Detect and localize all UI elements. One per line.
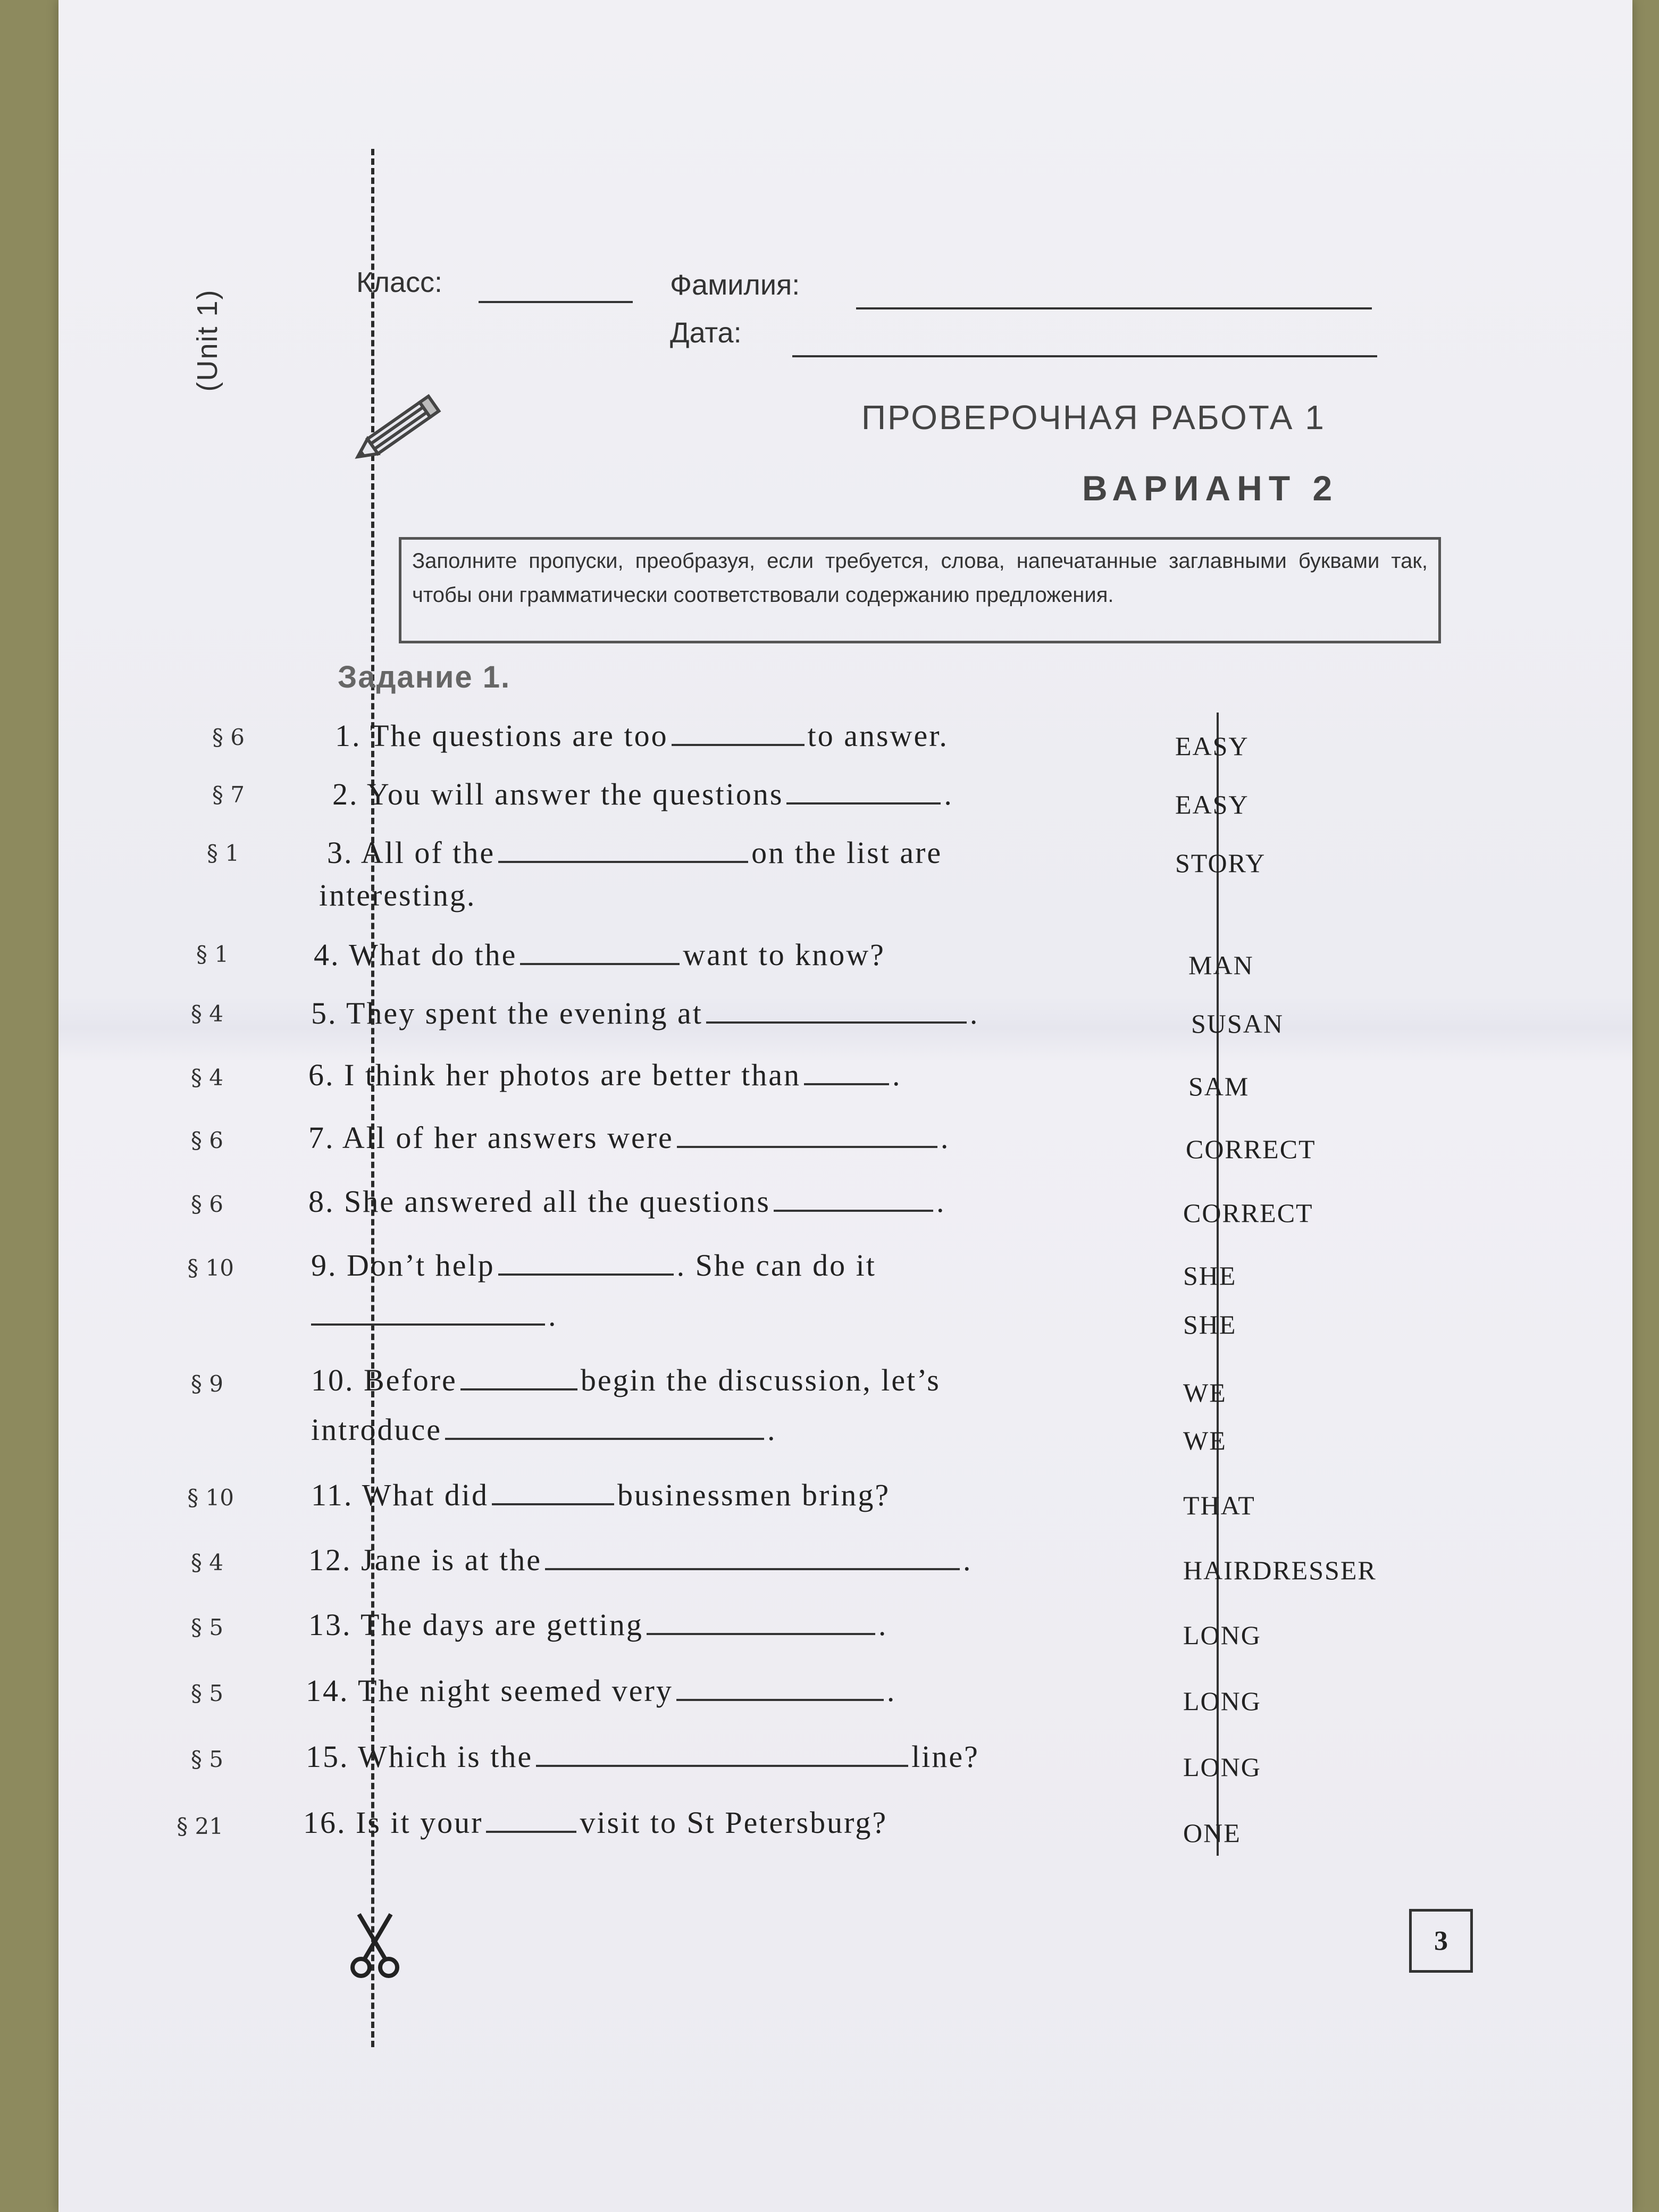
answer-blank[interactable] <box>786 795 941 805</box>
instructions-box: Заполните пропуски, преобразуя, если требуется, слова, напечатанные заглавными буквами так, чтобы они грамматически соответствовали содержанию предложения. <box>399 537 1441 643</box>
section-ref: § 6 <box>190 1127 223 1153</box>
worksheet-page <box>58 0 1632 2212</box>
keyword: WE <box>1183 1426 1227 1455</box>
question-4: 4. What do the want to know? <box>314 937 885 972</box>
question-9-continued: . <box>311 1297 558 1333</box>
answer-blank[interactable] <box>486 1823 576 1833</box>
date-field[interactable] <box>792 355 1377 357</box>
section-ref: § 5 <box>190 1680 223 1706</box>
answer-blank[interactable] <box>774 1202 933 1212</box>
keyword: STORY <box>1175 848 1266 878</box>
answer-blank[interactable] <box>445 1430 764 1440</box>
section-ref: § 4 <box>190 1549 223 1576</box>
date-label: Дата: <box>670 317 742 349</box>
task-title: Задание 1. <box>338 660 511 694</box>
variant-title: ВАРИАНТ 2 <box>1082 468 1339 508</box>
answer-blank[interactable] <box>672 736 805 746</box>
section-ref: § 5 <box>190 1746 223 1772</box>
answer-blank[interactable] <box>706 1014 967 1024</box>
keyword: CORRECT <box>1186 1134 1316 1164</box>
scissors-icon <box>348 1909 401 1983</box>
keyword: THAT <box>1183 1490 1255 1520</box>
section-ref: § 6 <box>212 724 245 750</box>
answer-blank[interactable] <box>804 1076 889 1085</box>
answer-blank[interactable] <box>536 1757 908 1767</box>
keyword: WE <box>1183 1378 1227 1407</box>
question-7: 7. All of her answers were . <box>308 1120 950 1155</box>
keyword: LONG <box>1183 1752 1261 1782</box>
question-10: 10. Before begin the discussion, let’s <box>311 1363 941 1397</box>
section-ref: § 1 <box>206 840 239 866</box>
page-number: 3 <box>1409 1909 1473 1973</box>
section-ref: § 1 <box>196 941 229 967</box>
answer-blank[interactable] <box>311 1316 545 1326</box>
unit-label: (Unit 1) <box>191 289 223 392</box>
work-title: ПРОВЕРОЧНАЯ РАБОТА 1 <box>861 398 1326 437</box>
question-10-continued: introduce . <box>311 1412 777 1447</box>
answer-blank[interactable] <box>498 1266 674 1276</box>
question-16: 16. Is it your visit to St Petersburg? <box>303 1805 888 1840</box>
question-14: 14. The night seemed very . <box>306 1673 896 1708</box>
keyword: SHE <box>1183 1310 1237 1339</box>
question-1: 1. The questions are too to answer. <box>335 718 949 753</box>
answer-blank[interactable] <box>676 1691 884 1701</box>
question-5: 5. They spent the evening at . <box>311 996 979 1030</box>
question-8: 8. She answered all the questions . <box>308 1184 946 1219</box>
keyword: LONG <box>1183 1620 1261 1650</box>
section-ref: § 4 <box>190 1001 223 1027</box>
answer-blank[interactable] <box>520 956 680 965</box>
answer-blank[interactable] <box>498 853 748 863</box>
keyword: SAM <box>1188 1071 1250 1101</box>
question-3-continued: interesting. <box>319 878 476 912</box>
keyword: SUSAN <box>1191 1009 1284 1038</box>
section-ref: § 9 <box>190 1371 223 1397</box>
keyword: HAIRDRESSER <box>1183 1555 1377 1585</box>
surname-field[interactable] <box>856 307 1372 309</box>
section-ref: § 10 <box>187 1255 234 1281</box>
answer-blank[interactable] <box>492 1496 614 1505</box>
surname-label: Фамилия: <box>670 269 800 301</box>
keyword: SHE <box>1183 1261 1237 1291</box>
section-ref: § 6 <box>190 1191 223 1217</box>
answer-blank[interactable] <box>460 1381 577 1390</box>
section-ref: § 10 <box>187 1485 234 1511</box>
keyword: CORRECT <box>1183 1198 1313 1228</box>
class-label: Класс: <box>356 266 442 298</box>
question-15: 15. Which is the line? <box>306 1739 979 1774</box>
question-12: 12. Jane is at the . <box>308 1543 973 1577</box>
question-11: 11. What did businessmen bring? <box>311 1478 891 1512</box>
question-6: 6. I think her photos are better than . <box>308 1058 902 1092</box>
question-9: 9. Don’t help . She can do it <box>311 1248 876 1283</box>
question-3: 3. All of the on the list are <box>327 835 943 870</box>
question-2: 2. You will answer the questions . <box>332 777 953 811</box>
answer-blank[interactable] <box>647 1626 875 1635</box>
question-13: 13. The days are getting . <box>308 1607 888 1642</box>
section-ref: § 5 <box>190 1614 223 1640</box>
keyword: EASY <box>1175 731 1249 761</box>
pencil-icon <box>346 388 452 468</box>
section-ref: § 4 <box>190 1065 223 1091</box>
answer-blank[interactable] <box>545 1561 960 1570</box>
section-ref: § 7 <box>212 782 245 808</box>
keyword: ONE <box>1183 1818 1241 1848</box>
keyword: MAN <box>1188 950 1254 980</box>
section-ref: § 21 <box>177 1813 223 1839</box>
answer-blank[interactable] <box>677 1138 937 1148</box>
class-field[interactable] <box>479 301 633 303</box>
keyword: LONG <box>1183 1686 1261 1716</box>
keyword: EASY <box>1175 790 1249 819</box>
